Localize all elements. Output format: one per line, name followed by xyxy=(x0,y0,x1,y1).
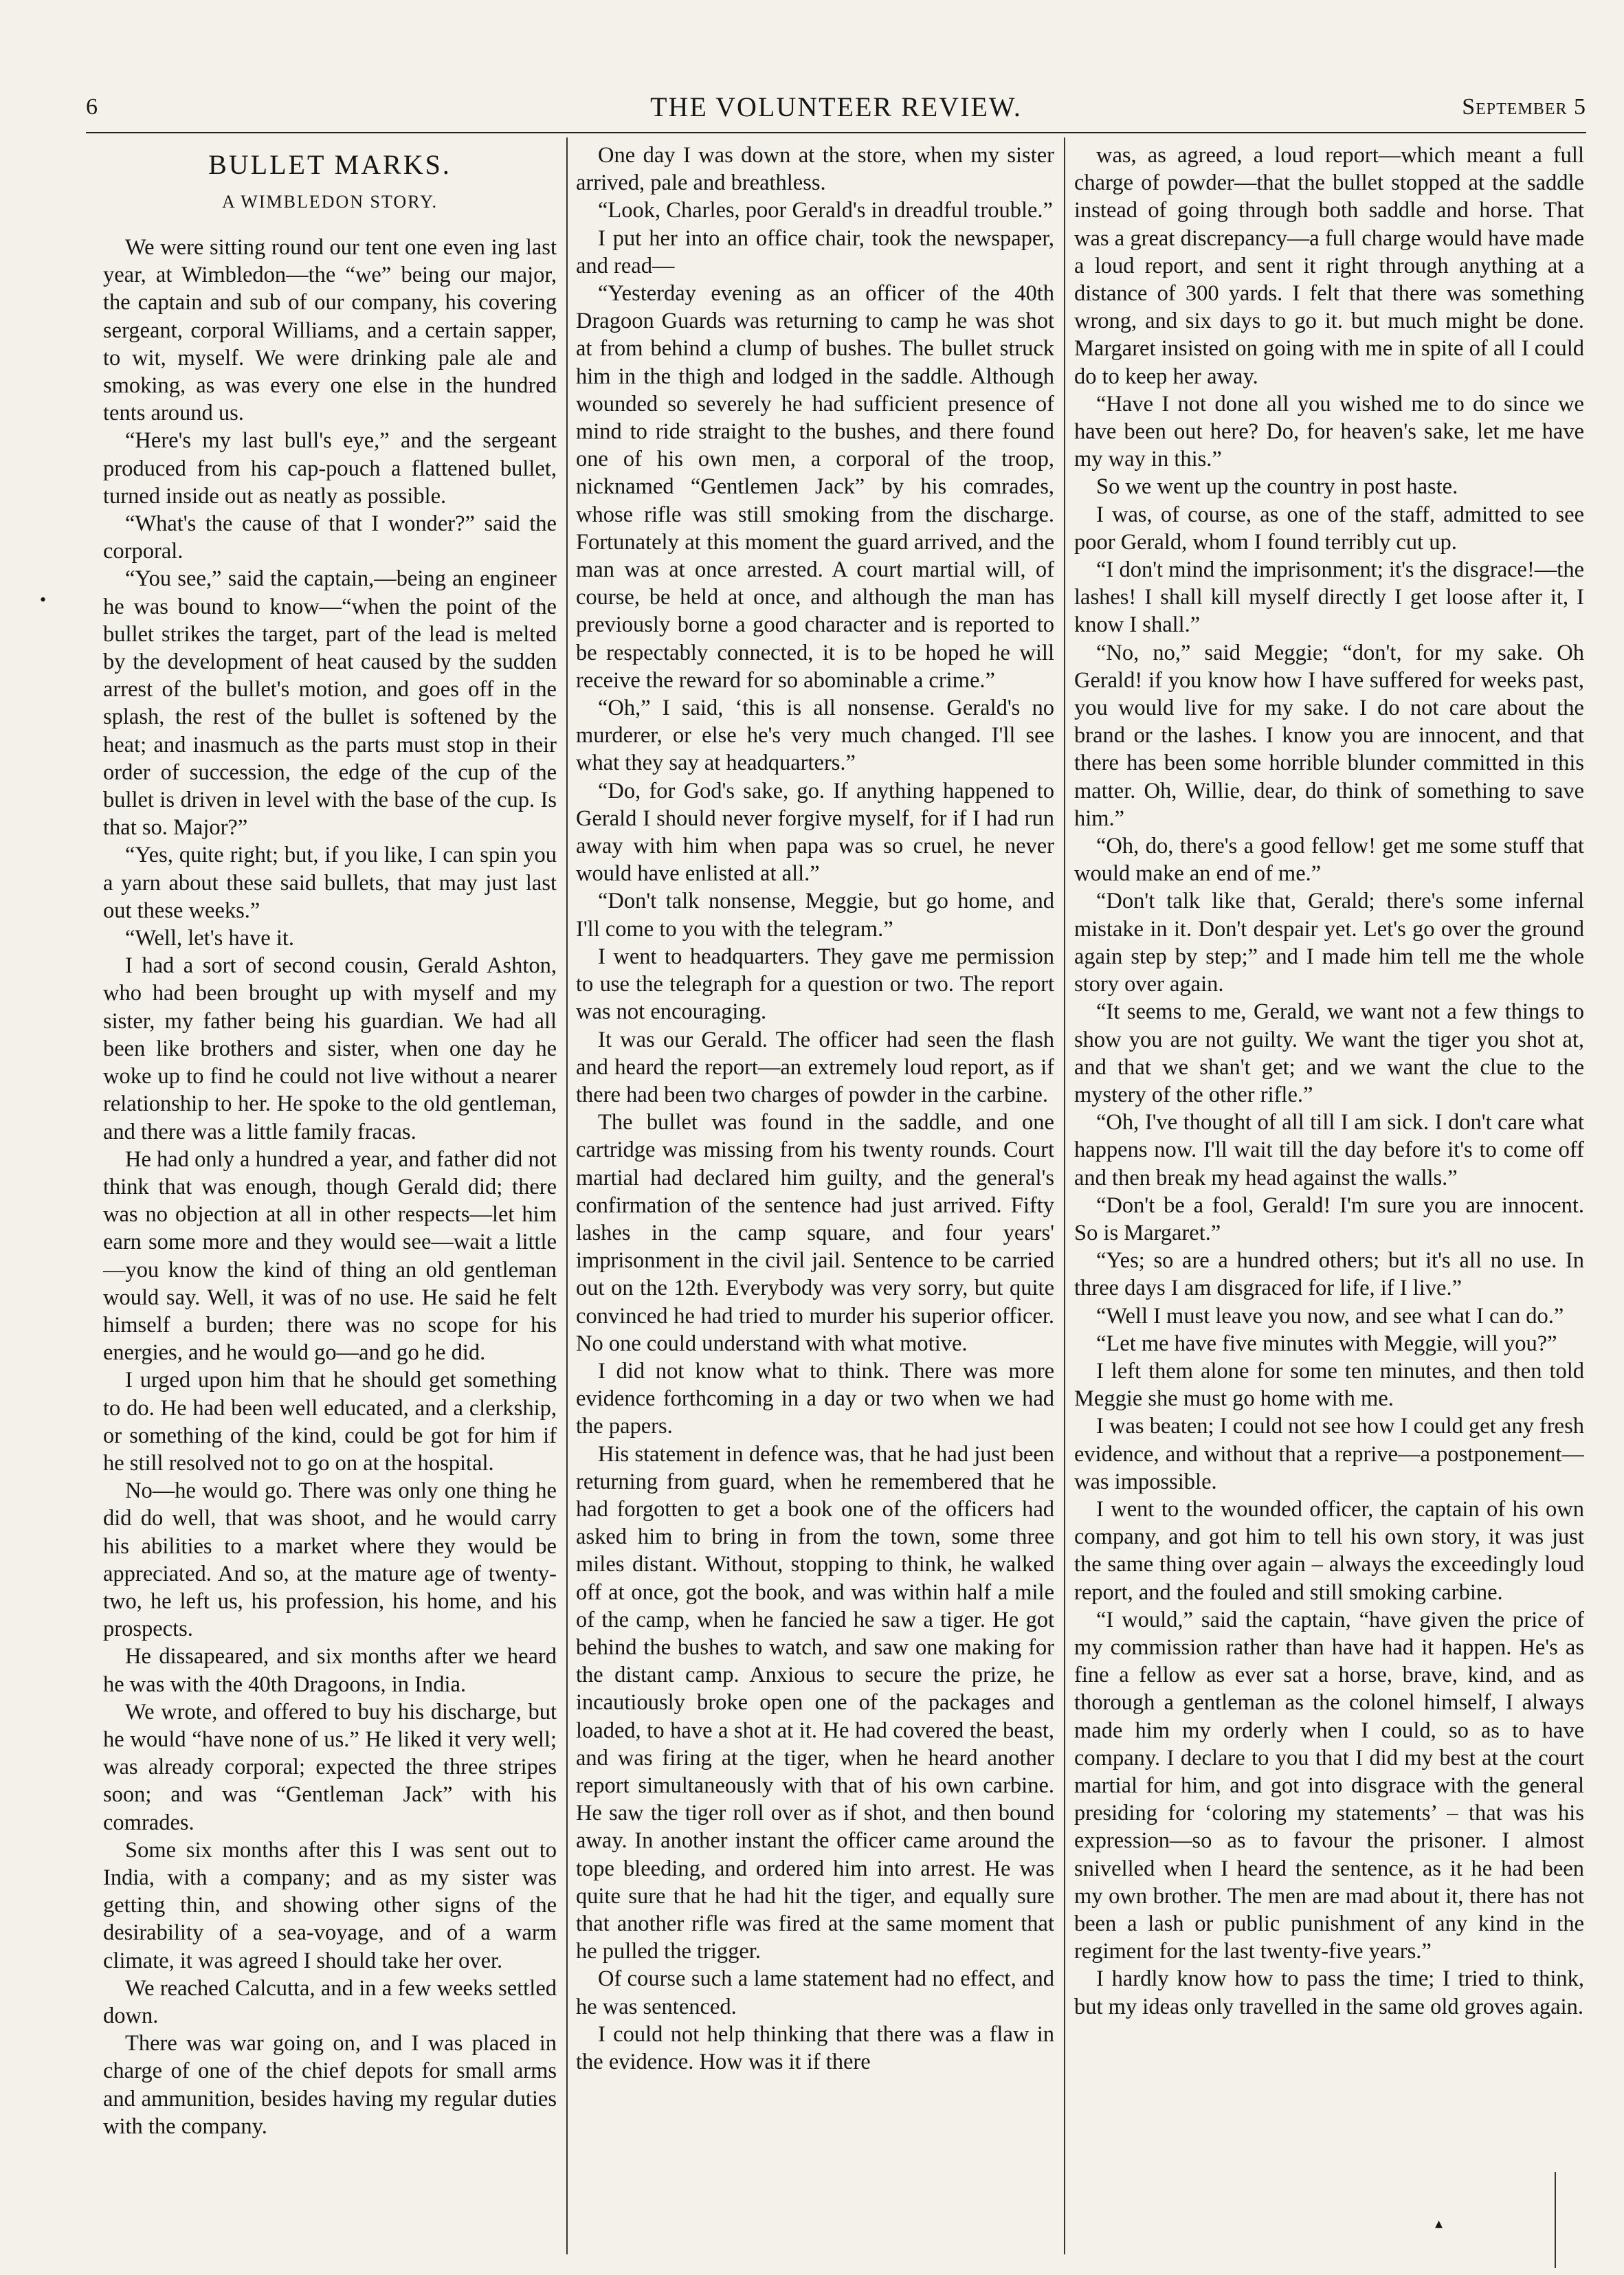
column-rule-2 xyxy=(1064,137,1065,2254)
paragraph: “I don't mind the imprisonment; it's the disgrace!—the lashes! I shall kill myself directly I get loose after it, I know I shall.” xyxy=(1074,557,1584,638)
paragraph: I was, of course, as one of the staff, admitted to see poor Gerald, whom I found terribly cut up. xyxy=(1074,502,1584,555)
paragraph: I put her into an office chair, took the newspaper, and read— xyxy=(576,225,1054,278)
paragraph: “No, no,” said Meggie; “don't, for my sake. Oh Gerald! if you know how I have suffered for weeks past, you would live for my sake. I do not care about the brand or the lashes. I know you are innocent, and that there has been some horrible blunder committed in this matter. Oh, Willie, dear, do think of something to save him.” xyxy=(1074,640,1584,831)
column-rule-1 xyxy=(566,137,568,2254)
margin-tick: ▴ xyxy=(1435,2215,1443,2232)
paragraph: was, as agreed, a loud report—which meant a full charge of powder—that the bullet stopped at the saddle instead of going through both saddle and horse. That was a great discrepancy—a full charge would have made a loud report, and sent it right through anything at a distance of 300 yards. I felt that there was something wrong, and six days to go it. but much might be done. Margaret insisted on going with me in spite of all I could do to keep her away. xyxy=(1074,143,1584,389)
paragraph: “Well, let's have it. xyxy=(125,926,295,951)
paragraph: “Don't talk like that, Gerald; there's some infernal mistake in it. Don't despair yet. Let's go over the ground again step by step;” and I made him tell me the whole story over again. xyxy=(1074,889,1584,997)
paragraph: “I would,” said the captain, “have given the price of my commission rather than have had it happen. He's as fine a fellow as ever sat a horse, brave, kind, and as thorough a gentleman as the colonel himself, I always made him my orderly when I could, so as to have company. I declare to you that I did my best at the court martial for him, and got into disgrace with the general presiding for ‘coloring my statements’ – that was his expression—so as to favour the prisoner. I almost snivelled when I heard the sentence, as it he had been my own brother. The men are mad about it, there has not been a lash or public punishment of any kind in the regiment for the last twenty-five years.” xyxy=(1074,1607,1584,1964)
article-title: BULLET MARKS. xyxy=(208,149,452,180)
paragraph: He dissapeared, and six months after we heard he was with the 40th Dragoons, in India. xyxy=(103,1644,557,1697)
page-number: 6 xyxy=(86,94,98,120)
paragraph: “Look, Charles, poor Gerald's in dreadful trouble.” xyxy=(598,198,1053,223)
paragraph: We were sitting round our tent one even ing last year, at Wimbledon—the “we” being our major, the captain and sub of our company, his covering sergeant, corporal Williams, and a certain sapper, to wit, myself. We were drinking pale ale and smoking, as was every one else in the hundred tents around us. xyxy=(103,235,557,426)
paragraph: I had a sort of second cousin, Gerald Ashton, who had been brought up with myself and my sister, my father being his guardian. We had all been like brothers and sister, when one day he woke up to find he could not live without a nearer relationship to her. He spoke to the old gentleman, and there was a little family fracas. xyxy=(103,953,557,1144)
paragraph: “Yesterday evening as an officer of the 40th Dragoon Guards was returning to camp he was shot at from behind a clump of bushes. The bullet struck him in the thigh and lodged in the saddle. Although wounded so severely he had sufficient presence of mind to ride straight to the bushes, and there found one of his own men, a corporal of the troop, nicknamed “Gentlemen Jack” by his comrades, whose rifle was still smoking from the discharge. Fortunately at this moment the guard arrived, and the man was at once arrested. A court martial will, of course, be held at once, and although the man has previously borne a good character and is reported to be respectably connected, it is to be hoped he will receive the reward for so abominable a crime.” xyxy=(576,281,1054,693)
paragraph: “Don't talk nonsense, Meggie, but go home, and I'll come to you with the telegram.” xyxy=(576,889,1054,942)
paragraph: It was our Gerald. The officer had seen the flash and heard the report—an extremely loud report, as if there had been two charges of powder in the carbine. xyxy=(576,1027,1054,1107)
paragraph: I went to the wounded officer, the captain of his own company, and got him to tell his own story, it was just the same thing over again – always the exceedingly loud report, and the fouled and still smoking carbine. xyxy=(1074,1496,1584,1605)
column-2 xyxy=(576,142,1054,2257)
issue-date: September 5 xyxy=(1462,94,1586,120)
crop-mark xyxy=(1555,2172,1556,2268)
paragraph: We reached Calcutta, and in a few weeks settled down. xyxy=(103,1975,557,2028)
paragraph: “Have I not done all you wished me to do since we have been out here? Do, for heaven's sake, let me have my way in this.” xyxy=(1074,391,1584,472)
header-rule xyxy=(86,132,1586,133)
paragraph: “You see,” said the captain,—being an engineer he was bound to know—“when the point of the bullet strikes the target, part of the lead is melted by the development of heat caused by the sudden arrest of the bullet's motion, and goes off in the splash, the rest of the bullet is softened by the heat; and inasmuch as the parts must stop in their order of succession, the edge of the cup of the bullet is driven in level with the base of the cup. Is that so. Major?” xyxy=(103,566,557,841)
paragraph: I went to headquarters. They gave me permission to use the telegraph for a question or two. The report was not encouraging. xyxy=(576,944,1054,1025)
paragraph: His statement in defence was, that he had just been returning from guard, when he remembered that he had forgotten to get a book one of the officers had asked him to bring in from the town, some three miles distant. Without, stopping to think, he walked off at once, got the book, and was within half a mile of the camp, when he fancied he saw a tiger. He got behind the bushes to watch, and saw one making for the distant camp. Anxious to secure the prize, he incautiously broke open one of the packages and loaded, to have a shot at it. He had covered the beast, and was firing at the tiger, when he heard another report simultaneously with that of his own carbine. He saw the tiger roll over as if shot, and then bound away. In another instant the officer came around the tope bleeding, and ordered him into arrest. He was quite sure that he had hit the tiger, and equally sure that another rifle was fired at the same moment that he pulled the trigger. xyxy=(576,1441,1054,1964)
paragraph: “Yes, quite right; but, if you like, I can spin you a yarn about these said bullets, that may just last out these weeks.” xyxy=(103,843,557,923)
paragraph: Some six months after this I was sent out to India, with a company; and as my sister was getting thin, and showing other signs of the desirability of a sea-voyage, and of a warm climate, it was agreed I should take her over. xyxy=(103,1837,557,1973)
margin-dot: • xyxy=(40,590,47,610)
paragraph: “Here's my last bull's eye,” and the sergeant produced from his cap-pouch a flattened bullet, turned inside out as neatly as possible. xyxy=(103,428,557,509)
paragraph: He had only a hundred a year, and father did not think that was enough, though Gerald did; there was no objection at all in other respects—let him earn some more and they would see—wait a little—you know the kind of thing an old gentleman would say. Well, it was of no use. He said he felt himself a burden; there was no scope for his energies, and he would go—and go he did. xyxy=(103,1146,557,1366)
paragraph: There was war going on, and I was placed in charge of one of the chief depots for small arms and ammunition, besides having my regular duties with the company. xyxy=(103,2031,557,2139)
paragraph: Of course such a lame statement had no effect, and he was sentenced. xyxy=(576,1966,1054,2019)
paragraph: “What's the cause of that I wonder?” said the corporal. xyxy=(103,511,557,564)
column-1 xyxy=(103,142,557,2257)
paragraph: I hardly know how to pass the time; I tried to think, but my ideas only travelled in the same old groves again. xyxy=(1074,1966,1584,2019)
article-subtitle: A WIMBLEDON STORY. xyxy=(221,192,438,212)
paragraph: “Oh, I've thought of all till I am sick. I don't care what happens now. I'll wait till the day before it's to come off and then break my head against the walls.” xyxy=(1074,1110,1584,1190)
paragraph: So we went up the country in post haste. xyxy=(1096,474,1458,500)
paragraph: “Don't be a fool, Gerald! I'm sure you are innocent. So is Margaret.” xyxy=(1074,1192,1584,1245)
column-3 xyxy=(1074,142,1584,2257)
paragraph: “Oh,” I said, ‘this is all nonsense. Gerald's no murderer, or else he's very much changed. I'll see what they say at headquarters.” xyxy=(576,696,1054,776)
paragraph: One day I was down at the store, when my sister arrived, pale and breathless. xyxy=(576,143,1054,196)
paragraph: We wrote, and offered to buy his discharge, but he would “have none of us.” He liked it very well; was already corporal; expected the three stripes soon; and was “Gentleman Jack” with his comrades. xyxy=(103,1699,557,1835)
paragraph: No—he would go. There was only one thing he did do well, that was shoot, and he would carry his abilities to a market where they would be appreciated. And so, at the mature age of twenty-two, he left us, his profession, his home, and his prospects. xyxy=(103,1478,557,1642)
paragraph: “It seems to me, Gerald, we want not a few things to show you are not guilty. We want the tiger you shot at, and that we shan't get; and we want the clue to the mystery of the other rifle.” xyxy=(1074,999,1584,1107)
paragraph: I did not know what to think. There was more evidence forthcoming in a day or two when we had the papers. xyxy=(576,1358,1054,1439)
paragraph: I left them alone for some ten minutes, and then told Meggie she must go home with me. xyxy=(1074,1358,1584,1412)
paragraph: I was beaten; I could not see how I could get any fresh evidence, and without that a reprive—a postponement—was impossible. xyxy=(1074,1414,1584,1494)
paragraph: The bullet was found in the saddle, and one cartridge was missing from his twenty rounds. Court martial had declared him guilty, and the general's confirmation of the sentence had just arrived. Fifty lashes in the camp square, and four years' imprisonment in the civil jail. Sentence to be carried out on the 12th. Everybody was very sorry, but quite convinced he had tried to murder his superior officer. No one could understand with what motive. xyxy=(576,1110,1054,1356)
paragraph: “Oh, do, there's a good fellow! get me some stuff that would make an end of me.” xyxy=(1074,834,1584,887)
paragraph: “Let me have five minutes with Meggie, will you?” xyxy=(1096,1331,1557,1356)
paragraph: “Do, for God's sake, go. If anything happened to Gerald I should never forgive myself, for if I had run away with him when papa was so cruel, he never would have enlisted at all.” xyxy=(576,778,1054,887)
paragraph: I urged upon him that he should get something to do. He had been well educated, and a clerkship, or something of the kind, could be got for him if he still resolved not to go on at the hospital. xyxy=(103,1368,557,1476)
paragraph: “Yes; so are a hundred others; but it's all no use. In three days I am disgraced for life, if I live.” xyxy=(1074,1248,1584,1301)
running-head xyxy=(86,87,1586,128)
paragraph: I could not help thinking that there was a flaw in the evidence. How was it if there xyxy=(576,2021,1054,2075)
publication-title: THE VOLUNTEER REVIEW. xyxy=(650,91,1022,122)
paragraph: “Well I must leave you now, and see what I can do.” xyxy=(1096,1303,1564,1329)
